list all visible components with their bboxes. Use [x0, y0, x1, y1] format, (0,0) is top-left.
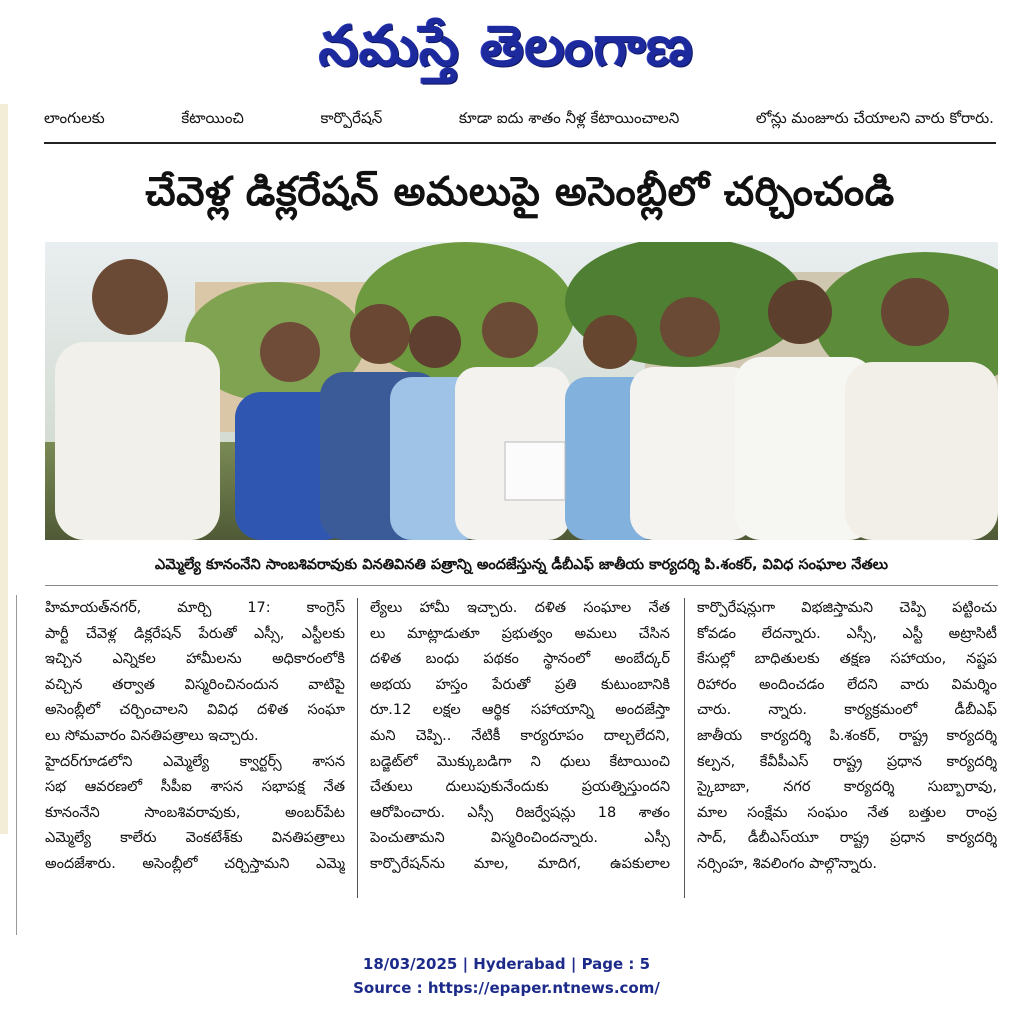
body-line: కార్పొరేషన్లుగా విభజిస్తామని చెప్పి పట్టించు	[697, 600, 997, 616]
body-line: మాల సంక్షేమ సంఘం నేత బత్తుల రాంప్ర	[697, 804, 997, 821]
article-photo	[45, 242, 998, 540]
body-line: నర్సింహ, శివలింగం పాల్గొన్నారు.	[697, 855, 878, 872]
body-line: ఇచ్చిన ఎన్నికల హామీలను అధికారంలోకి	[45, 651, 345, 668]
previous-article-strip	[44, 103, 994, 133]
footer-source-link[interactable]: Source : https://epaper.ntnews.com/	[353, 979, 660, 997]
body-line: సాద్, డీబీఎస్‌యూ రాష్ట్ర ప్రధాన కార్యదర్శి	[697, 830, 997, 847]
body-line: మని చెప్పి.. నేటికీ కార్యరూపం దాల్చలేదని,	[370, 727, 670, 744]
body-line: రిహారం అందించడం లేదని వారు విమర్శిం	[697, 676, 997, 693]
article-headline: చేవెళ్ల డిక్లరేషన్ అమలుపై అసెంబ్లీలో చర్చించండి	[145, 169, 895, 215]
body-line: అందజేశారు. అసెంబ్లీలో చర్చిస్తామని ఎమ్మె	[45, 855, 345, 872]
newspaper-masthead	[0, 4, 1013, 90]
photo-caption: ఎమ్మెల్యే కూనంనేని సాంబశివరావుకు వినతివినతి పత్రాన్ని అందజేస్తున్న డీబీఎఫ్ జాతీయ కార్యదర్శి పి.శంకర్, వివిధ సంఘాల నేతలు	[154, 557, 889, 573]
body-line: రూ.12 లక్షల ఆర్థిక సహాయాన్ని అందజేస్తా	[370, 702, 670, 719]
body-line: వచ్చిన తర్వాత విస్మరించినందున వాటిపై	[45, 676, 345, 693]
body-line: బడ్జెట్‌లో మొక్కుబడిగా ని ధులు కేటాయించి	[370, 753, 670, 770]
body-line: ఎమ్మెల్యే కాలేరు వెంకటేశ్‌కు వినతిపత్రాలు	[45, 830, 345, 847]
body-column-2	[370, 596, 670, 916]
body-line: స్కైబాబా, నగర కార్యదర్శి సుబ్బారావు,	[697, 779, 997, 796]
body-line: జాతీయ కార్యదర్శి పి.శంకర్, రాష్ట్ర కార్యదర్శి	[697, 727, 997, 744]
footer-date-edition: 18/03/2025 | Hyderabad | Page : 5	[362, 955, 651, 973]
body-line: హిమాయత్‌నగర్, మార్చి 17: కాంగ్రెస్	[45, 600, 345, 616]
body-line: ల్యేలు హామీ ఇచ్చారు. దళిత సంఘాల నేత	[370, 600, 670, 616]
page-edge-strip	[0, 104, 8, 834]
column-divider	[684, 598, 685, 898]
body-line: దళిత బంధు పథకం స్థానంలో అంబేద్కర్	[370, 651, 670, 668]
strip-segment: కార్పొరేషన్	[320, 109, 383, 127]
body-line: కూనంనేని సాంబశివరావుకు, అంబర్‌పేట	[45, 804, 345, 821]
body-line: పార్టీ చేవెళ్ల డిక్లరేషన్ పేరుతో ఎస్సీ, ఎస్టీలకు	[45, 625, 345, 642]
masthead-logo: నమస్తే తెలంగాణ	[319, 14, 694, 79]
body-line: కేసుల్లో బాధితులకు తక్షణ సహాయం, నష్టప	[697, 651, 997, 668]
strip-segment: కేటాయించి	[181, 109, 244, 127]
body-line: హైదర్‌గూడలోని ఎమ్మెల్యే క్వార్టర్స్ శాసన	[45, 753, 345, 770]
body-line: చారు. న్నారు. కార్యక్రమంలో డీబీఎఫ్	[697, 702, 997, 719]
body-line: పెంచుతామని విస్మరించిందన్నారు. ఎస్సీ	[370, 830, 670, 847]
page-margin-line	[16, 595, 17, 935]
caption-rule	[45, 585, 998, 586]
body-line: అసెంబ్లీలో చర్చించాలని వివిధ దళిత సంఘా	[45, 702, 345, 719]
column-divider	[357, 598, 358, 898]
body-line: లు మాట్లాడుతూ ప్రభుత్వం అమలు చేసిన	[370, 625, 670, 642]
strip-segment: లాంగులకు	[44, 109, 105, 127]
body-line: ఆరోపించారు. ఎస్సీ రిజర్వేషన్లు 18 శాతం	[370, 804, 670, 821]
divider-rule	[44, 142, 996, 144]
strip-segment: కూడా ఐదు శాతం నీళ్ల కేటాయించాలని	[458, 109, 680, 127]
body-line: చేతులు దులుపుకునేందుకు ప్రయత్నిస్తుందని	[370, 779, 670, 796]
group-photo-icon	[45, 242, 998, 540]
body-column-1	[45, 596, 345, 916]
body-line: సభ ఆవరణలో సీపీఐ శాసన సభాపక్ష నేత	[45, 779, 345, 796]
body-line: లు సోమవారం వినతిపత్రాలు ఇచ్చారు.	[45, 727, 259, 744]
strip-segment: లోన్లు మంజూరు చేయాలని వారు కోరారు.	[755, 109, 994, 127]
body-line: కల్పన, కేవీపీఎస్ రాష్ట్ర ప్రధాన కార్యదర్శి	[697, 753, 997, 770]
body-line: అభయ హస్తం పేరుతో ప్రతి కుటుంబానికి	[370, 676, 670, 693]
body-line: కార్పొరేషన్‌ను మాల, మాదిగ, ఉపకులాల	[370, 855, 670, 872]
body-column-3	[697, 596, 997, 916]
body-line: కోవడం లేదన్నారు. ఎస్సీ, ఎస్టీ అట్రాసిటీ	[697, 625, 997, 642]
page-footer	[0, 952, 1013, 1000]
article-body	[45, 596, 998, 916]
